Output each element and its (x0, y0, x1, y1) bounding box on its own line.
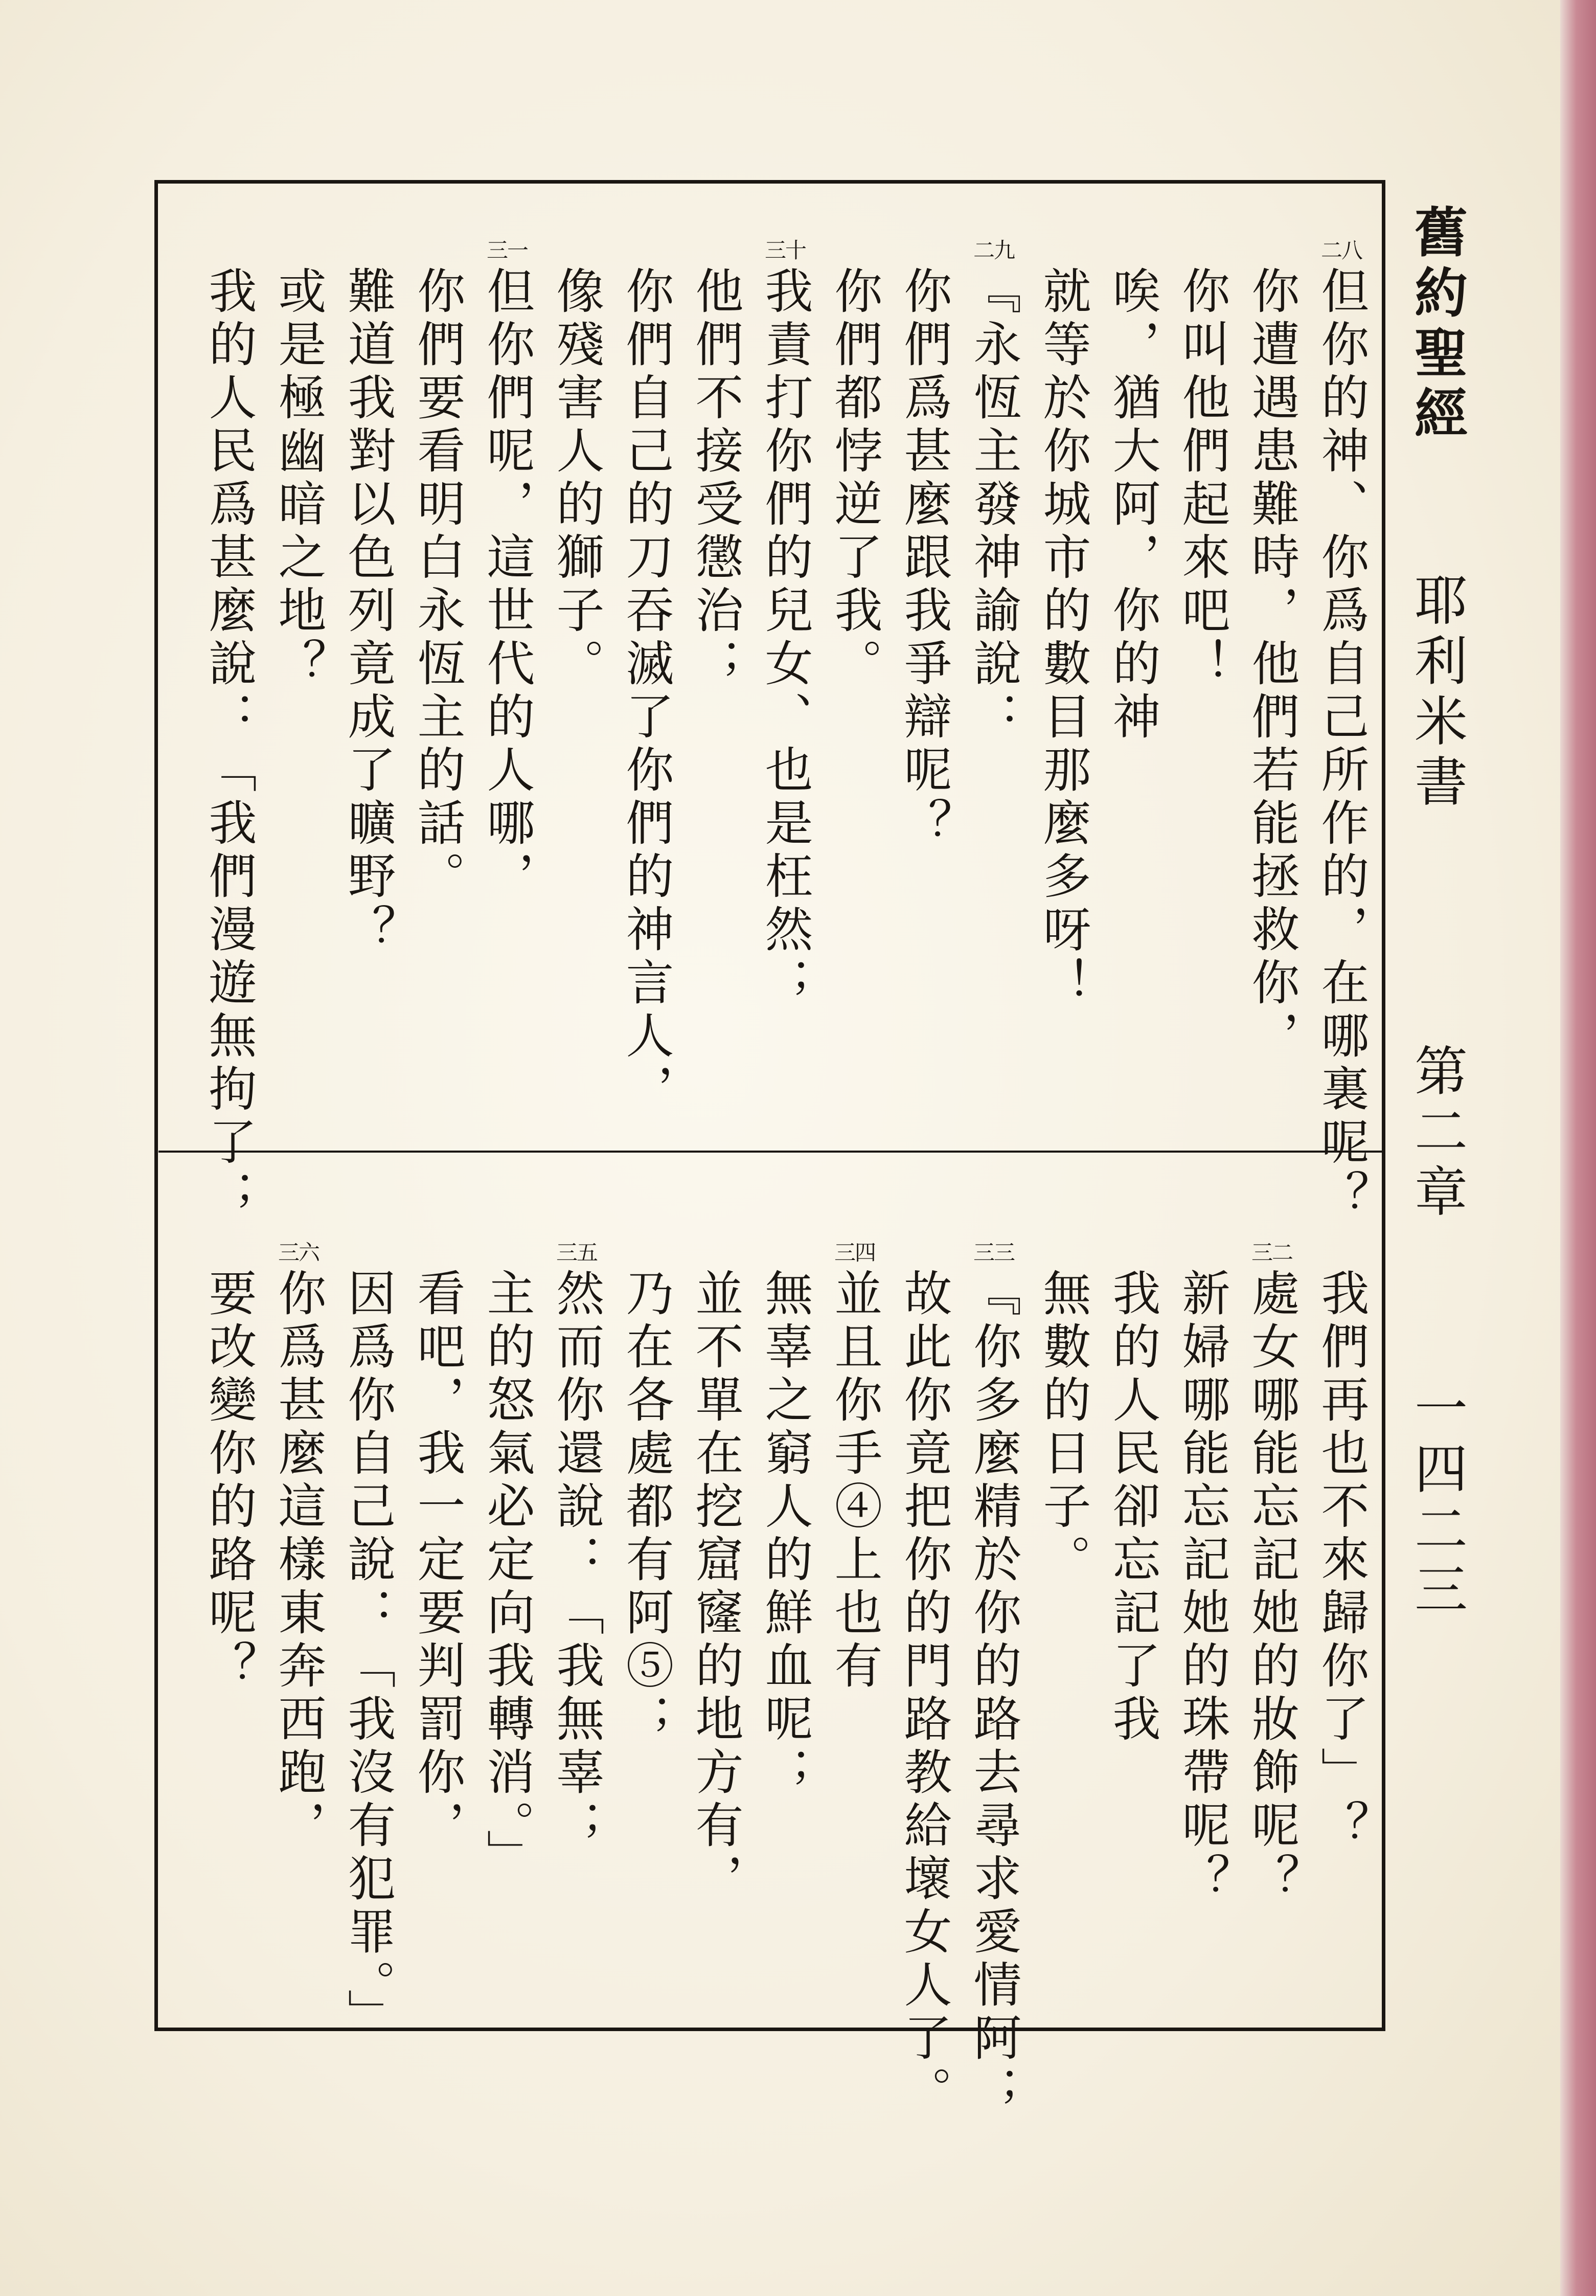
verse-line: 『你多麼精於你的路去尋求愛情阿； (965, 1268, 1021, 2119)
verse-line: 你叫他們起來吧！ (1174, 266, 1229, 691)
text-column (471, 238, 541, 1135)
verse-line: 我的人民爲甚麼說：「我們漫遊無拘了； (200, 266, 256, 1223)
text-column (680, 1268, 749, 2015)
verse-line: 並不單在挖窟窿的地方有， (687, 1268, 743, 1906)
verse-line: 我的人民卻忘記了我 (1104, 1268, 1160, 1747)
text-column (1236, 1240, 1306, 2015)
verse-line: 無辜之窮人的鮮血呢； (757, 1268, 812, 1800)
text-column (610, 1268, 680, 2015)
verse-line: 新婦哪能忘記她的珠帶呢？ (1174, 1268, 1229, 1906)
verse-line: 就等於你城市的數目那麼多呀！ (1035, 266, 1090, 1010)
text-column (958, 1240, 1028, 2119)
upper-text-block (169, 238, 1375, 1223)
verse-number: 二九 (973, 238, 1014, 263)
text-column (402, 1268, 471, 2015)
verse-line: 乃在各處都有阿⑤； (618, 1268, 673, 1747)
verse-line: 你遭遇患難時，他們若能拯救你， (1243, 266, 1299, 1064)
text-column (332, 1268, 402, 2042)
page-edge (1560, 0, 1596, 2296)
text-column (680, 266, 749, 1135)
text-column (1306, 1268, 1375, 2015)
text-column (1167, 1268, 1236, 2015)
text-column (193, 1268, 263, 2015)
text-column (1097, 1268, 1167, 2015)
section-divider (158, 1151, 1382, 1153)
page-number: 一四二三 (1405, 1381, 1468, 1622)
verse-line: 主的怒氣必定向我轉消。」 (478, 1268, 534, 1882)
verse-number: 二八 (1320, 238, 1362, 263)
verse-line: 你們自己的刀吞滅了你們的神言人， (618, 266, 673, 1117)
verse-line: 你們爲甚麼跟我爭辯呢？ (896, 266, 951, 851)
text-column (749, 238, 819, 1135)
text-column (193, 266, 263, 1223)
text-column (263, 1240, 332, 2015)
text-column (1028, 266, 1097, 1135)
verse-line: 難道我對以色列竟成了曠野？ (339, 266, 395, 957)
lower-text-block (169, 1240, 1375, 2119)
verse-line: 你們要看明白永恆主的話。 (409, 266, 465, 904)
text-column (471, 1268, 541, 2015)
verse-line: 我們再也不來歸你了」？ (1313, 1268, 1369, 1853)
verse-line: 看吧，我一定要判罰你， (409, 1268, 465, 1853)
book-title: 舊約聖經 (1405, 205, 1468, 446)
text-column (819, 1240, 888, 2015)
verse-number: 三十 (764, 238, 806, 263)
text-column (1236, 266, 1306, 1135)
text-column (402, 266, 471, 1135)
verse-line: 因爲你自己說：「我沒有犯罪。」 (339, 1268, 395, 2042)
text-column (263, 266, 332, 1135)
verse-number: 三五 (556, 1240, 597, 1265)
text-column (610, 266, 680, 1135)
verse-line: 『永恆主發神諭說： (965, 266, 1021, 745)
chapter-label: 第二章 (1405, 1043, 1468, 1224)
verse-number: 三六 (278, 1240, 319, 1265)
verse-number: 三三 (973, 1240, 1014, 1265)
verse-line: 他們不接受懲治； (687, 266, 743, 691)
verse-number: 三四 (834, 1240, 875, 1265)
verse-number: 三一 (486, 238, 528, 263)
verse-line: 我責打你們的兒女、也是枉然； (757, 266, 812, 1010)
text-column (332, 266, 402, 1135)
verse-line: 要改變你的路呢？ (200, 1268, 256, 1694)
text-column (1028, 1268, 1097, 2015)
text-column (888, 1268, 958, 2119)
verse-line: 你們都悖逆了我。 (826, 266, 882, 691)
text-column (1097, 266, 1167, 1135)
verse-number: 三二 (1251, 1240, 1292, 1265)
verse-line: 但你們呢，這世代的人哪， (478, 266, 534, 904)
text-column (1306, 238, 1375, 1223)
verse-line: 你爲甚麼這樣東奔西跑， (270, 1268, 326, 1853)
verse-line: 無數的日子。 (1035, 1268, 1090, 1587)
text-column (958, 238, 1028, 1135)
verse-line: 但你的神、你爲自己所作的，在哪裏呢？ (1313, 266, 1369, 1223)
text-column (819, 266, 888, 1135)
verse-line: 處女哪能忘記她的妝飾呢？ (1243, 1268, 1299, 1906)
text-column (749, 1268, 819, 2015)
verse-line: 故此你竟把你的門路教給壞女人了。 (896, 1268, 951, 2119)
text-column (888, 266, 958, 1135)
text-column (541, 266, 610, 1135)
running-header (1398, 205, 1475, 1892)
text-column (541, 1240, 610, 2015)
verse-line: 或是極幽暗之地？ (270, 266, 326, 691)
verse-line: 並且你手④上也有 (826, 1268, 882, 1694)
text-column (1167, 266, 1236, 1135)
book-name: 耶利米書 (1405, 573, 1468, 814)
verse-line: 像殘害人的獅子。 (548, 266, 604, 691)
verse-line: 然而你還說：「我無辜； (548, 1268, 604, 1853)
verse-line: 唉，猶大阿，你的神 (1104, 266, 1160, 745)
